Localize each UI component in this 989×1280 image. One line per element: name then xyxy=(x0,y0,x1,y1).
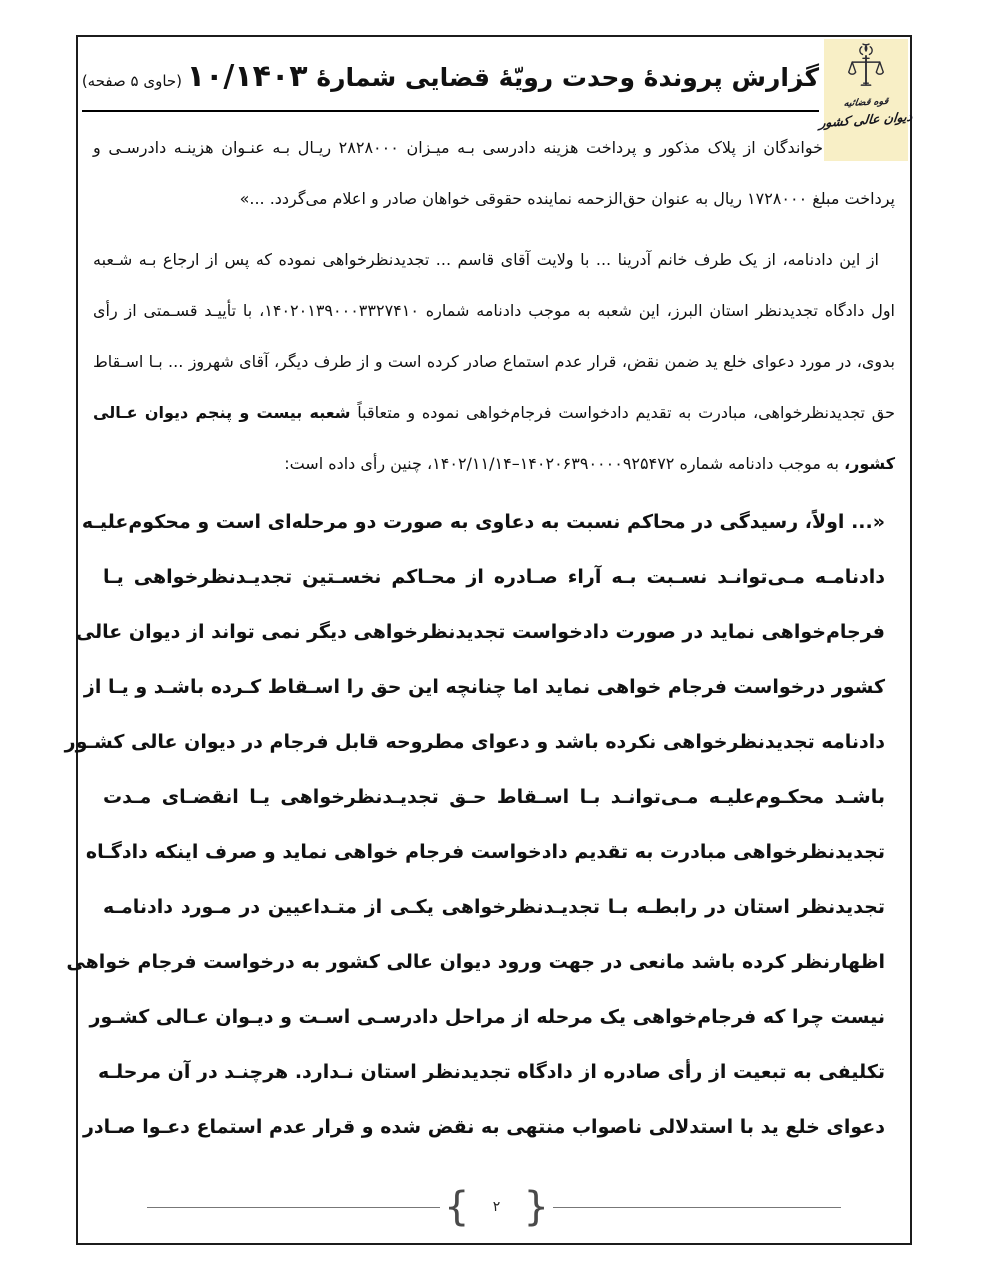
logo-org-name: دیوان عالی کشور xyxy=(818,108,914,131)
text-line: بدوی، در مورد دعوای خلع ید ضمن نقض، قرار عدم استماع صادر کرده است و از طرف دیگر، آقای شهروز ... بـا اسـقاط xyxy=(93,352,895,371)
continued-judgment-paragraph xyxy=(93,122,895,224)
judiciary-scales-emblem-icon xyxy=(843,42,889,96)
footer-left-brace: { xyxy=(444,1184,470,1230)
text-line: باشـد محکـوم‌علیـه مـی‌توانـد بـا اسـقاط حـق تجدیـدنظرخواهی یـا انقضـای مـدت xyxy=(103,786,885,808)
text-line: تکلیفی به تبعیت از رأی صادره از دادگاه تجدیدنظر استان نـدارد. هرچنـد در آن مرحلـه xyxy=(98,1061,885,1083)
text-line: کشور درخواست فرجام خواهی نماید اما چنانچه این حق را اسـقاط کـرده باشـد و یـا از xyxy=(83,676,885,698)
supreme-court-ruling-quote xyxy=(64,495,885,1155)
text-line: «... اولاً، رسیدگی در محاکم نسبت به دعاوی به صورت دو مرحله‌ای است و محکوم‌علیـه xyxy=(81,511,885,533)
report-title xyxy=(82,57,819,112)
page-footer xyxy=(78,1183,910,1231)
report-title-number: ۱۰/۱۴۰۳ xyxy=(186,59,308,94)
text-line: حق تجدیدنظرخواهی، مبادرت به تقدیم دادخواست فرجام‌خواهی نموده و متعاقباً شعبه بیست و پنجم دیوان عـالی xyxy=(93,403,895,422)
text-line: دادنامـه مـی‌توانـد نسـبت بـه آراء صـادره از محـاکم نخسـتین تجدیـدنظرخواهی یـا xyxy=(103,566,885,588)
text-line: پرداخت مبلغ ۱۷۲۸۰۰۰ ریال به عنوان حق‌الزحمه نماینده حقوقی خواهان صادر و اعلام می‌گردد. ...» xyxy=(239,189,895,208)
report-title-note: (حاوی ۵ صفحه) xyxy=(81,72,187,90)
report-title-row xyxy=(81,57,819,112)
logo-org-title: قوه قضائیه xyxy=(842,95,890,110)
footer-right-brace: } xyxy=(523,1184,549,1230)
text-line: کشور، به موجب دادنامه شماره ۱۴۰۲۰۶۳۹۰۰۰۰۹۲۵۴۷۲–۱۴۰۲/۱۱/۱۴، چنین رأی داده است: xyxy=(284,454,895,473)
text-line: از این دادنامه، از یک طرف خانم آدرینا ... با ولایت آقای قاسم ... تجدیدنظرخواهی نموده که پس از ارجاع بـه شـعبه xyxy=(93,250,879,269)
footer-rule-left xyxy=(147,1207,440,1208)
document-content xyxy=(64,37,910,1155)
text-line: دادنامه تجدیدنظرخواهی نکرده باشد و دعوای مطروحه قابل فرجام در دیوان عالی کشـور xyxy=(64,731,885,753)
text-line: نیست چرا که فرجام‌خواهی یک مرحله از مراحل دادرسـی اسـت و دیـوان عـالی کشـور xyxy=(89,1006,885,1028)
page-number: ۲ xyxy=(492,1199,501,1215)
text-line: تجدیدنظرخواهی مبادرت به تقدیم دادخواست فرجام خواهی نماید و صرف اینکه دادگـاه xyxy=(85,841,885,863)
text-line: اظهارنظر کرده باشد مانعی در جهت ورود دیوان عالی کشور به درخواست فرجام خواهی xyxy=(66,951,885,973)
text-line: دعوای خلع ید با استدلالی ناصواب منتهی به نقض شده و قرار عدم استماع دعـوا صـادر xyxy=(82,1116,885,1138)
text-line: خواندگان از پلاک مذکور و پرداخت هزینه دادرسی بـه میـزان ۲۸۲۸۰۰۰ ریـال بـه عنـوان هزینـه دادرسـی و xyxy=(93,138,824,157)
judiciary-logo xyxy=(818,39,914,161)
report-title-text: گزارش پروندهٔ وحدت رویّهٔ قضایی شمارهٔ xyxy=(307,63,819,92)
text-line: اول دادگاه تجدیدنظر استان البرز، این شعبه به موجب دادنامه شماره ۱۴۰۲۰۱۳۹۰۰۰۳۳۲۷۴۱۰، با تأییـد قسـمتی از رأی xyxy=(93,301,896,320)
text-line: تجدیدنظر استان در رابطـه بـا تجدیـدنظرخواهی یکـی از متـداعیین در مـورد دادنامـه xyxy=(103,896,885,918)
page-frame xyxy=(64,35,914,1245)
appeal-history-paragraph xyxy=(93,234,895,489)
footer-rule-right xyxy=(553,1207,841,1208)
document-body xyxy=(64,122,896,1155)
text-line: فرجام‌خواهی نماید در صورت دادخواست تجدیدنظرخواهی دیگر نمی تواند از دیوان عالی xyxy=(75,621,885,643)
